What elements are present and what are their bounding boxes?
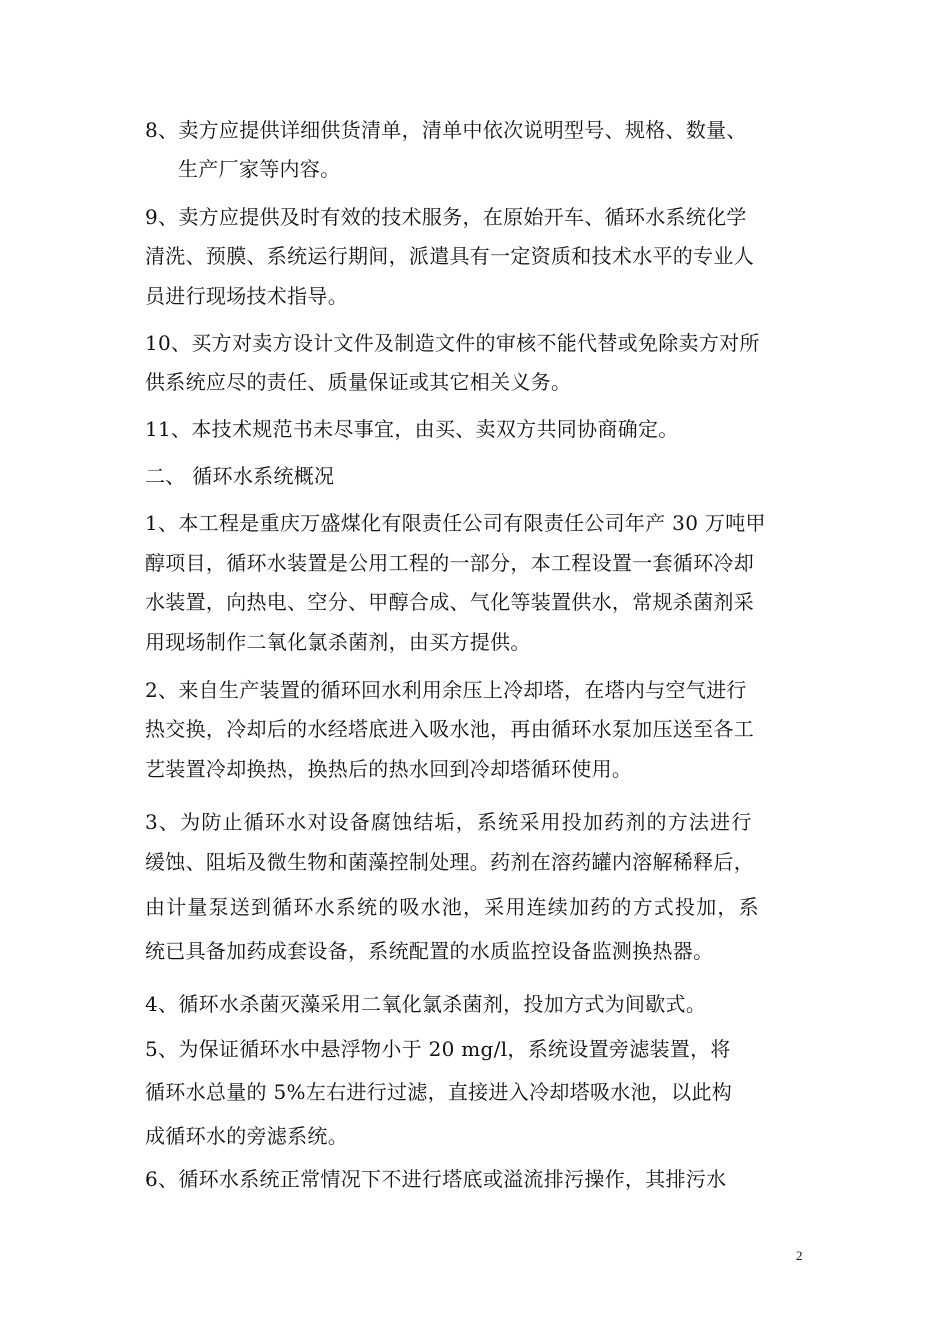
text-line: 艺装置冷却换热，换热后的热水回到冷却塔循环使用。	[145, 757, 633, 781]
text-line: 统已具备加药成套设备，系统配置的水质监控设备监测换热器。	[145, 939, 714, 963]
text-line: 6、循环水系统正常情况下不进行塔底或溢流排污操作，其排污水	[145, 1167, 727, 1191]
text-line: 2、来自生产装置的循环回水利用余压上冷却塔，在塔内与空气进行	[145, 678, 747, 702]
text-line: 水装置，向热电、空分、甲醇合成、气化等装置供水，常规杀菌剂采	[145, 590, 754, 614]
text-line: 8、卖方应提供详细供货清单，清单中依次说明型号、规格、数量、	[145, 118, 747, 142]
text-line: 10、买方对卖方设计文件及制造文件的审核不能代替或免除卖方对所	[145, 331, 760, 355]
text-line: 3、为防止循环水对设备腐蚀结垢，系统采用投加药剂的方法进行	[145, 810, 753, 834]
text-line: 缓蚀、阻垢及微生物和菌藻控制处理。药剂在溶药罐内溶解稀释后，	[145, 850, 754, 874]
text-line: 热交换，冷却后的水经塔底进入吸水池，再由循环水泵加压送至各工	[145, 717, 754, 741]
text-line: 供系统应尽的责任、质量保证或其它相关义务。	[145, 370, 572, 394]
text-line: 1、本工程是重庆万盛煤化有限责任公司有限责任公司年产 30 万吨甲	[145, 511, 766, 535]
text-line: 5、为保证循环水中悬浮物小于 20 mg/l，系统设置旁滤装置，将	[145, 1037, 731, 1061]
text-line: 清洗、预膜、系统运行期间，派遣具有一定资质和技术水平的专业人	[145, 244, 754, 268]
page-number: 2	[796, 1248, 803, 1263]
text-line: 生产厂家等内容。	[178, 157, 341, 181]
text-line: 用现场制作二氧化氯杀菌剂，由买方提供。	[145, 630, 531, 654]
text-line: 由计量泵送到循环水系统的吸水池，采用连续加药的方式投加，系	[145, 895, 760, 919]
text-line: 醇项目，循环水装置是公用工程的一部分，本工程设置一套循环冷却	[145, 551, 754, 575]
text-line: 员进行现场技术指导。	[145, 284, 348, 308]
text-line: 9、卖方应提供及时有效的技术服务，在原始开车、循环水系统化学	[145, 205, 747, 229]
section-heading: 二、 循环水系统概况	[145, 464, 335, 488]
text-line: 11、本技术规范书未尽事宜，由买、卖双方共同协商确定。	[145, 417, 679, 441]
text-line: 循环水总量的 5%左右进行过滤，直接进入冷却塔吸水池，以此构	[145, 1080, 733, 1104]
text-line: 4、循环水杀菌灭藻采用二氧化氯杀菌剂，投加方式为间歇式。	[145, 992, 707, 1016]
text-line: 成循环水的旁滤系统。	[145, 1124, 348, 1148]
